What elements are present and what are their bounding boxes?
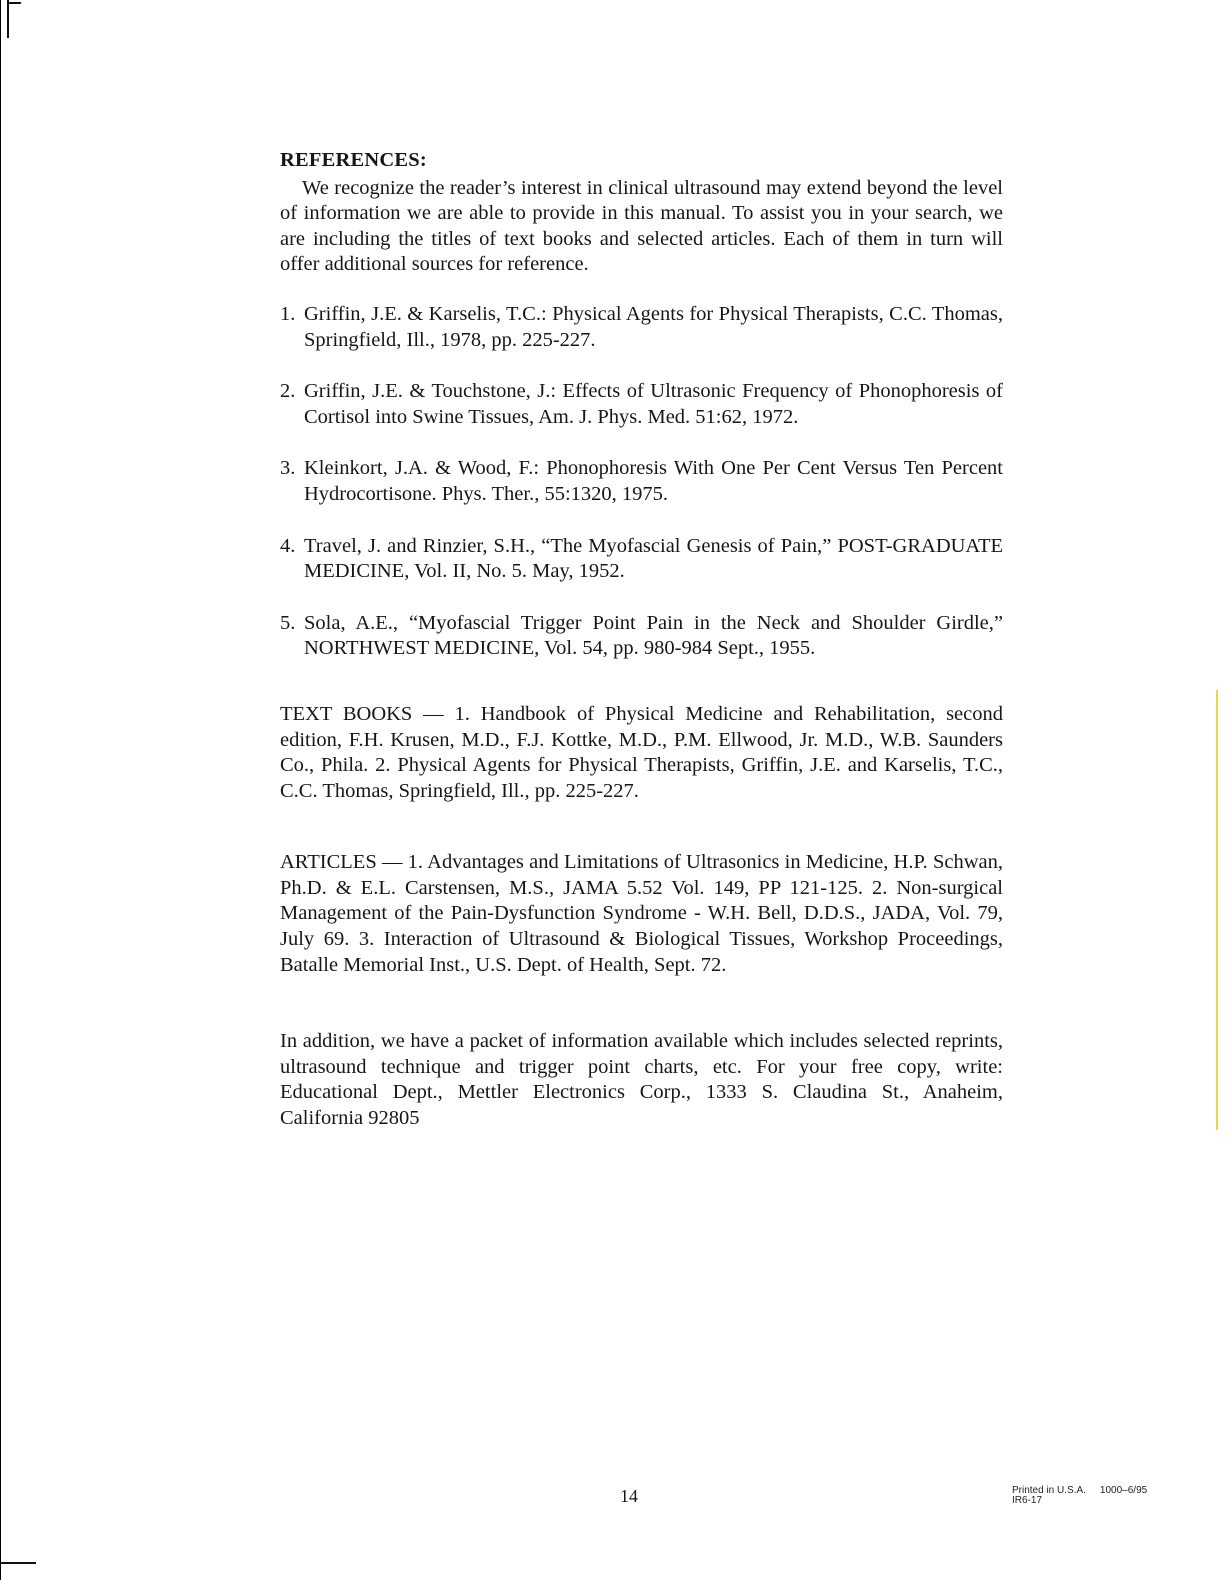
reference-text: Sola, A.E., “Myofascial Trigger Point Pain in the Neck and Shoulder Girdle,” NORTHWEST MEDICINE, Vol. 54, pp. 980-984 Sept., 1955.: [304, 611, 1003, 660]
reference-number: 3.: [280, 457, 296, 480]
reference-number: 2.: [280, 380, 296, 403]
reference-item: [280, 534, 1003, 585]
reference-text: Griffin, J.E. & Karselis, T.C.: Physical Agents for Physical Therapists, C.C. Thomas, Springfield, Ill., 1978, pp. 225-227.: [304, 302, 1003, 351]
intro-paragraph: We recognize the reader’s interest in clinical ultrasound may extend beyond the level of information we are able to provide in this manual. To assist you in your search, we are including the titles of text books and selected articles. Each of them in turn will offer additional sources for reference.: [280, 176, 1003, 276]
reference-item: [280, 379, 1003, 430]
print-info: [1012, 1486, 1147, 1506]
scan-edge-right: [1216, 690, 1218, 1130]
references-list: [280, 302, 1003, 662]
addition-paragraph: In addition, we have a packet of information available which includes selected reprints, ultrasound technique and trigger point charts, etc. For your free copy, write: Educational Dept., Mettler Electronics Corp., 1333 S. Claudina St., Anaheim, California 92805: [280, 1030, 1003, 1130]
reference-item: [280, 611, 1003, 662]
print-code: 1000–6/95: [1099, 1485, 1148, 1496]
form-code: IR6-17: [1012, 1495, 1043, 1506]
reference-text: Travel, J. and Rinzier, S.H., “The Myofascial Genesis of Pain,” POST-GRADUATE MEDICINE, Vol. II, No. 5. May, 1952.: [304, 534, 1003, 583]
page-number: 14: [620, 1486, 638, 1506]
printed-in: Printed in U.S.A.: [1012, 1485, 1086, 1496]
reference-number: 5.: [280, 611, 296, 634]
reference-item: [280, 302, 1003, 353]
reference-item: [280, 456, 1003, 507]
scan-edge-left: [0, 0, 1, 1580]
scan-bottom-mark: [0, 1562, 36, 1564]
references-heading: REFERENCES:: [280, 149, 427, 171]
scan-corner-mark: [7, 0, 9, 38]
reference-text: Kleinkort, J.A. & Wood, F.: Phonophoresis With One Per Cent Versus Ten Percent Hydrocortisone. Phys. Ther., 55:1320, 1975.: [304, 457, 1003, 505]
scan-corner-tick: [9, 2, 22, 4]
page-content: [280, 148, 1003, 1132]
reference-number: 4.: [280, 534, 296, 557]
reference-number: 1.: [280, 302, 296, 325]
articles-paragraph: ARTICLES — 1. Advantages and Limitations of Ultrasonics in Medicine, H.P. Schwan, Ph.D. & E.L. Carstensen, M.S., JAMA 5.52 Vol. 149, PP 121-125. 2. Non-surgical Management of the Pain-Dysfunction Syndrome - W.H. Bell, D.D.S., JADA, Vol. 79, July 69. 3. Interaction of Ultrasound & Biological Tissues, Workshop Proceedings, Batalle Memorial Inst., U.S. Dept. of Health, Sept. 72.: [280, 851, 1003, 976]
text-books-paragraph: TEXT BOOKS — 1. Handbook of Physical Medicine and Rehabilitation, second edition, F.H. Krusen, M.D., F.J. Kottke, M.D., P.M. Ellwood, Jr. M.D., W.B. Saunders Co., Phila. 2. Physical Agents for Physical Therapists, Griffin, J.E. and Karselis, T.C., C.C. Thomas, Springfield, Ill., pp. 225-227.: [280, 702, 1003, 802]
reference-text: Griffin, J.E. & Touchstone, J.: Effects of Ultrasonic Frequency of Phonophoresis of Cortisol into Swine Tissues, Am. J. Phys. Med. 51:62, 1972.: [304, 380, 1003, 428]
